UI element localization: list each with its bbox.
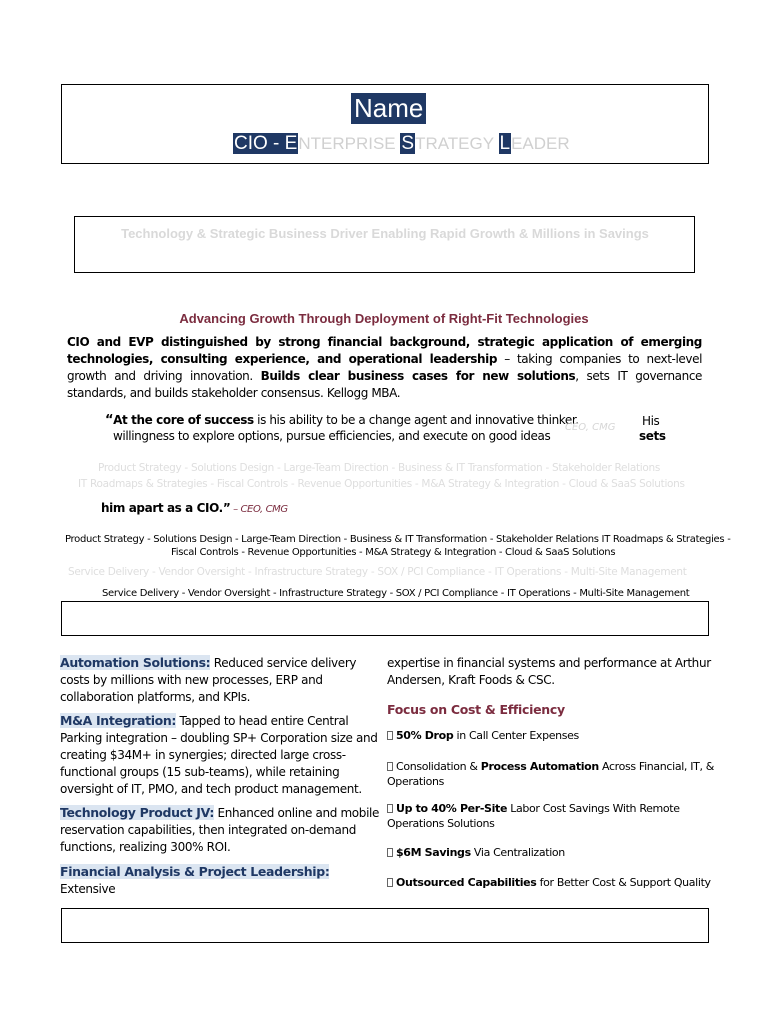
achievement-heading: Automation Solutions: [60, 655, 211, 670]
bullet-text: Across Financial, IT, & Operations [387, 760, 715, 788]
ghost-skills-line: Service Delivery - Vendor Oversight - Infrastructure Strategy - SOX / PCI Compliance - IT Operations - Multi-Site Management [68, 566, 687, 578]
bullet-item [387, 801, 717, 831]
achievement-text: Enhanced online and mobile reservation capabilities, then integrated on-demand functions, realizing 300% ROI. [60, 806, 380, 854]
title-part: EADER [511, 134, 570, 153]
bullet-item [387, 759, 717, 789]
achievement-heading: Financial Analysis & Project Leadership: [60, 863, 330, 879]
achievement-item [60, 864, 380, 898]
quote-sets: sets [639, 429, 666, 443]
quote-apart: him apart as a CIO.” [101, 501, 231, 515]
achievement-item [60, 655, 380, 705]
summary-text: , sets IT governance standards, and builds stakeholder consensus. Kellogg MBA. [67, 369, 702, 400]
summary-paragraph [67, 334, 702, 402]
focus-heading: Focus on Cost & Efficiency [387, 702, 565, 717]
summary-text: – taking companies to next-level growth and driving innovation. [67, 352, 702, 383]
quote-line-2: willingness to explore options, pursue efficiencies, and execute on good ideas [113, 429, 551, 443]
achievement-item [60, 805, 380, 855]
achievement-text: Tapped to head entire Central Parking integration – doubling SP+ Corporation size and creating $34M+ in synergies; directed large cross-functional groups (15 sub-teams), while retaining oversight of IT, PMO, and tech product management. [60, 714, 378, 796]
tagline-box [74, 216, 695, 273]
skills-line: Product Strategy - Solutions Design - Large-Team Direction - Business & IT Transformation - Stakeholder Relations IT Roadmaps & Strategies - [65, 534, 731, 545]
candidate-name: Name [351, 93, 426, 124]
quote-his: His [642, 414, 660, 428]
quote-attribution: – CEO, CMG [230, 504, 288, 515]
achievement-text: Reduced service delivery costs by millions with new processes, ERP and collaboration platforms, and KPIs. [60, 656, 357, 704]
skills-line: Service Delivery - Vendor Oversight - Infrastructure Strategy - SOX / PCI Compliance - IT Operations - Multi-Site Management [102, 588, 690, 599]
empty-section-box [61, 908, 709, 943]
right-column-intro [387, 655, 712, 689]
bullet-item [387, 845, 717, 860]
bullet-text: Labor Cost Savings With Remote Operations Solutions [387, 802, 680, 830]
bullet-icon [387, 762, 393, 771]
title-part: TRATEGY [415, 134, 499, 153]
bullet-text: Consolidation & [396, 760, 481, 773]
bullet-bold: Outsourced Capabilities [396, 876, 537, 889]
bullet-text: in Call Center Expenses [453, 729, 579, 742]
job-title [233, 133, 570, 155]
summary-bold: CIO and EVP distinguished by strong financial background, strategic application of emerging technologies, consulting experience, and operational leadership [67, 335, 702, 366]
bullet-icon [387, 804, 393, 813]
tagline: Technology & Strategic Business Driver Enabling Rapid Growth & Millions in Savings [121, 226, 649, 241]
bullet-icon [387, 848, 393, 857]
bullet-item [387, 875, 717, 890]
summary-bold: Builds clear business cases for new solutions [260, 369, 576, 383]
bullet-bold: Up to 40% Per-Site [396, 802, 508, 815]
bullet-text: Via Centralization [470, 846, 565, 859]
quote-open: “ [105, 413, 114, 428]
bullet-bold: $6M Savings [396, 846, 471, 859]
ghost-skills-line: Product Strategy - Solutions Design - Large-Team Direction - Business & IT Transformation - Stakeholder Relations [98, 462, 661, 474]
quote-line-1 [105, 413, 579, 428]
ghost-skills-line: IT Roadmaps & Strategies - Fiscal Controls - Revenue Opportunities - M&A Strategy & Integration - Cloud & SaaS Solutions [78, 478, 685, 490]
empty-section-box [61, 601, 709, 636]
quote-bold: At the core of success [113, 413, 254, 427]
achievement-item [60, 713, 380, 797]
quote-line-3 [101, 501, 288, 515]
quote-text: is his ability to be a change agent and innovative thinker. [253, 413, 579, 427]
bullet-text: for Better Cost & Support Quality [536, 876, 711, 889]
bullet-bold: Process Automation [480, 760, 599, 773]
title-part: CIO - E [234, 133, 298, 154]
skills-line: Fiscal Controls - Revenue Opportunities - M&A Strategy & Integration - Cloud & SaaS Solutions [171, 547, 616, 558]
bullet-bold: 50% Drop [396, 729, 454, 742]
section-headline: Advancing Growth Through Deployment of Right-Fit Technologies [179, 311, 589, 326]
title-part: S [401, 133, 415, 154]
bullet-icon [387, 731, 393, 740]
bullet-icon [387, 878, 393, 887]
achievements-left-column [60, 655, 380, 905]
quote-ghost-attribution: CEO, CMG [565, 422, 616, 433]
achievement-heading: M&A Integration: [60, 713, 177, 729]
achievement-heading: Technology Product JV: [60, 805, 215, 821]
title-part: NTERPRISE [298, 134, 401, 153]
intro-text: expertise in financial systems and performance at Arthur Andersen, Kraft Foods & CSC. [387, 656, 711, 687]
achievement-text: Extensive [60, 881, 116, 896]
title-part: L [499, 133, 511, 154]
bullet-item [387, 728, 717, 743]
